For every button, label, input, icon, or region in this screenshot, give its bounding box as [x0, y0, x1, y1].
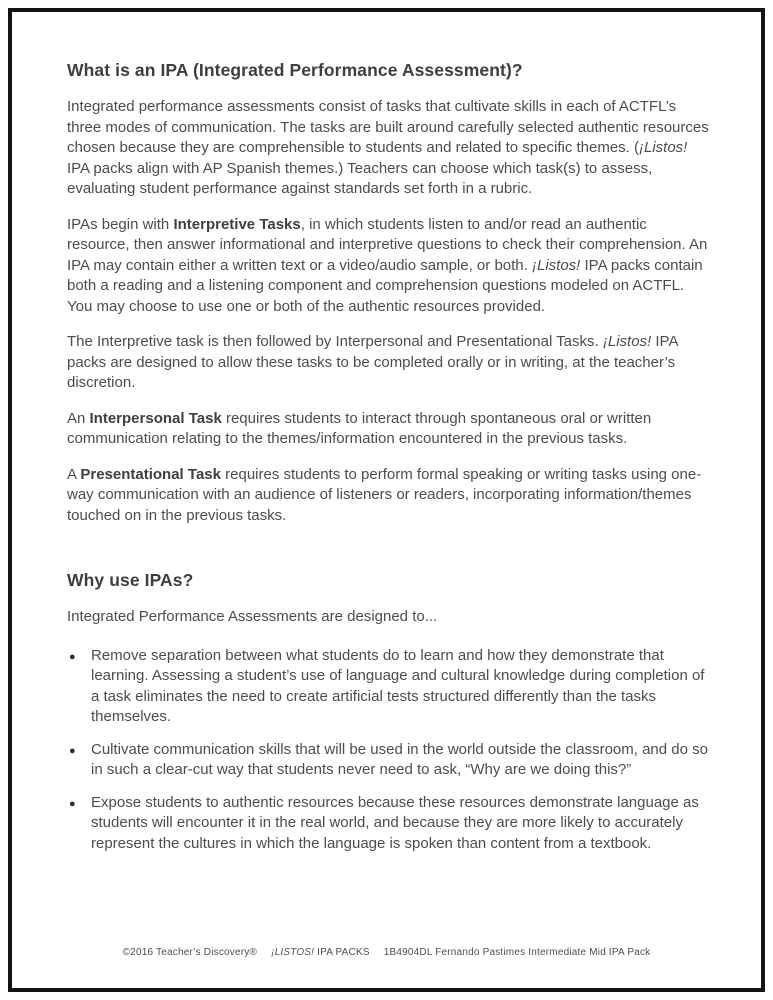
text-run: requires students to interact through spontaneous oral or written communication relating to the themes/information encountered in the previous tasks. [67, 409, 652, 447]
paragraph-interpersonal [67, 409, 709, 450]
paragraph-followed-by [67, 332, 709, 394]
text-run: IPAs begin with [67, 215, 174, 233]
text-run-bold-interpretive-tasks: Interpretive Tasks [173, 215, 301, 233]
heading-what-is-ipa: What is an IPA (Integrated Performance Assessment)? [67, 60, 523, 80]
text-run: requires students to perform formal speaking or writing tasks using one-way communication with an audience of listeners or readers, incorporating information/themes touched on in the previous tasks. [67, 465, 702, 524]
text-run: A [67, 465, 81, 483]
text-run: Integrated performance assessments consist of tasks that cultivate skills in each of ACTFL’s three modes of communication. The tasks are built around carefully selected authentic resources chosen because they are comprehensible to students and related to specific themes. ( [67, 98, 709, 156]
bullet-item-cultivate-skills: ● Cultivate communication skills that will be used in the world outside the classroom, and do so in such a clear-cut way that students never need to ask, “Why are we doing this?” [91, 740, 709, 781]
text-run-italic-listos: ¡Listos! [639, 139, 688, 156]
text-run: An [67, 409, 90, 427]
footer-product-code: 1B4904DL Fernando Pastimes Intermediate Mid IPA Pack [383, 947, 651, 958]
footer-copyright: ©2016 Teacher’s Discovery® [122, 947, 258, 958]
text-run: The Interpretive task is then followed by Interpersonal and Presentational Tasks. [67, 333, 603, 350]
text-run-bold-presentational-task: Presentational Task [80, 465, 221, 483]
footer-brand-ipa-packs: IPA PACKS [314, 947, 370, 958]
footer-brand-listos: ¡LISTOS! [271, 947, 315, 958]
text-run: IPA packs align with AP Spanish themes.) Teachers can choose which task(s) to assess, evaluating student performance against standards set forth in a rubric. [67, 159, 653, 197]
paragraph-why-intro: Integrated Performance Assessments are designed to... [67, 608, 438, 625]
text-run-italic-listos: ¡Listos! [531, 256, 581, 274]
text-run-bold-interpersonal-task: Interpersonal Task [89, 409, 222, 427]
page-footer [12, 947, 761, 958]
page-border [8, 8, 765, 992]
text-run: , in which students listen to and/or read an authentic resource, then answer informational and interpretive questions to check their comprehension. An IPA may contain either a written text or a video/audio sample, or both. [67, 215, 708, 274]
paragraph-presentational [67, 465, 709, 527]
page-content [67, 60, 709, 866]
text-run: IPA packs are designed to allow these tasks to be completed orally or in writing, at the teacher’s discretion. [67, 333, 678, 391]
paragraph-interpretive [67, 215, 709, 318]
paragraph-overview [67, 97, 709, 200]
bullet-item-expose-authentic: ● Expose students to authentic resources because these resources demonstrate language as students will encounter it in the real world, and because they are more likely to accurately represent the cultures in which the language is spoken than content from a textbook. [91, 793, 709, 855]
footer-brand [271, 947, 370, 958]
heading-why-use-ipas: Why use IPAs? [67, 570, 194, 590]
why-bullet-list [67, 646, 709, 855]
bullet-item-remove-separation: ● Remove separation between what students do to learn and how they demonstrate that learning. Assessing a student’s use of language and cultural knowledge during completion of a task eliminates the need to create artificial tests structured differently than the tasks themselves. [91, 646, 709, 728]
text-run-italic-listos: ¡Listos! [602, 333, 652, 350]
text-run: IPA packs contain both a reading and a listening component and comprehension questions modeled on ACTFL. You may choose to use one or both of the authentic resources provided. [67, 256, 703, 315]
